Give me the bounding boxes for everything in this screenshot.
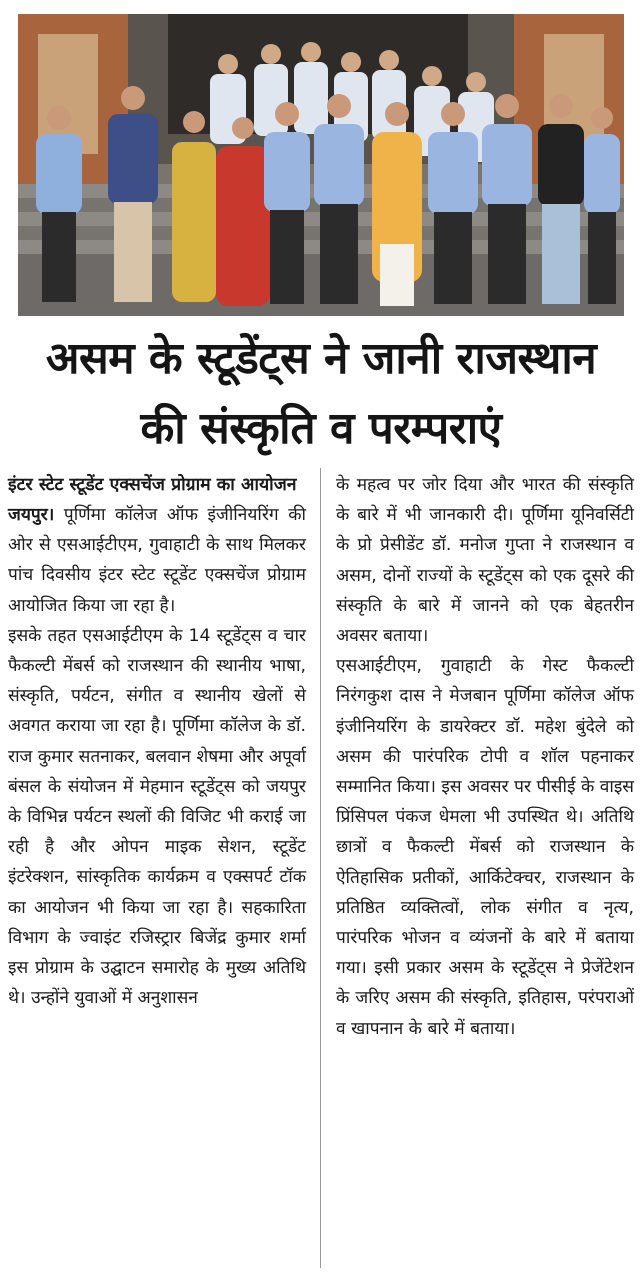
headline-line-1: असम के स्टूडेंट्स ने जानी राजस्थान (45, 333, 597, 384)
column-divider (320, 468, 321, 1268)
article-paragraph-1 (8, 500, 306, 621)
group-photo (18, 14, 624, 316)
article-paragraph-2: इसके तहत एसआईटीएम के 14 स्टूडेंट्स व चार फैकल्टी मेंबर्स को राजस्थान की स्थानीय भाषा, संस्कृति, पर्यटन, संगीत व स्थानीय खेलों से अवगत कराया जा रहा है। पूर्णिमा कॉलेज के डॉ. राज कुमार सतनाकर, बलवान शेषमा और अपूर्वा बंसल के संयोजन में मेहमान स्टूडेंट्स को जयपुर के विभिन्न पर्यटन स्थलों की विजिट भी कराई जा रही है और ओपन माइक सेशन, स्टूडेंट इंटरेक्शन, सांस्कृतिक कार्यक्रम व एक्सपर्ट टॉक का आयोजन भी किया जा रहा है। सहकारिता विभाग के ज्वाइंट रजिस्ट्रार बिजेंद्र कुमार शर्मा इस प्रोग्राम के उद्घाटन समारोह के मुख्य अतिथि थे। उन्होंने युवाओं में अनुशासन (8, 625, 306, 1009)
article-paragraph-4: एसआईटीएम, गुवाहाटी के गेस्ट फैकल्टी निरंगकुश दास ने मेजबान पूर्णिमा कॉलेज ऑफ इंजीनियरिंग के डायरेक्टर डॉ. महेश बुंदेले को असम की पारंपरिक टोपी व शॉल पहनाकर सम्मानित किया। इस अवसर पर पीसीई के वाइस प्रिंसिपल पंकज धेमला भी उपस्थित थे। अतिथि छात्रों व फैकल्टी मेंबर्स को राजस्थान के ऐतिहासिक प्रतीकों, आर्किटेक्चर, राजस्थान के प्रतिष्ठित व्यक्तित्वों, लोक संगीत व नृत्य, पारंपरिक भोजन व व्यंजनों के बारे में बताया गया। इसी प्रकार असम के स्टूडेंट्स ने प्रेजेंटेशन के जरिए असम की संस्कृति, इतिहास, परंपराओं व खापनान के बारे में बताया। (336, 656, 634, 1039)
headline (0, 324, 642, 464)
headline-line-2: की संस्कृति व परम्पराएं (140, 403, 502, 454)
article-dateline: जयपुर। (8, 505, 55, 525)
article-subheading: इंटर स्टेट स्टूडेंट एक्सचेंज प्रोग्राम का आयोजन (8, 475, 297, 495)
group-photo-illustration (18, 14, 624, 316)
article-column-right (336, 470, 634, 1044)
article-paragraph-1-text: पूर्णिमा कॉलेज ऑफ इंजीनियरिंग की ओर से एसआईटीएम, गुवाहाटी के साथ मिलकर पांच दिवसीय इंटर स्टेट स्टूडेंट एक्सचेंज प्रोग्राम आयोजित किया जा रहा है। (8, 505, 306, 616)
article-column-left (8, 470, 306, 1013)
article-paragraph-3: के महत्व पर जोर दिया और भारत की संस्कृति के बारे में भी जानकारी दी। पूर्णिमा यूनिवर्सिटी के प्रो प्रेसीडेंट डॉ. मनोज गुप्ता ने राजस्थान व असम, दोनों राज्यों के स्टूडेंट्स को एक दूसरे की संस्कृति के बारे में जानने को एक बेहतरीन अवसर बताया। (336, 475, 634, 647)
